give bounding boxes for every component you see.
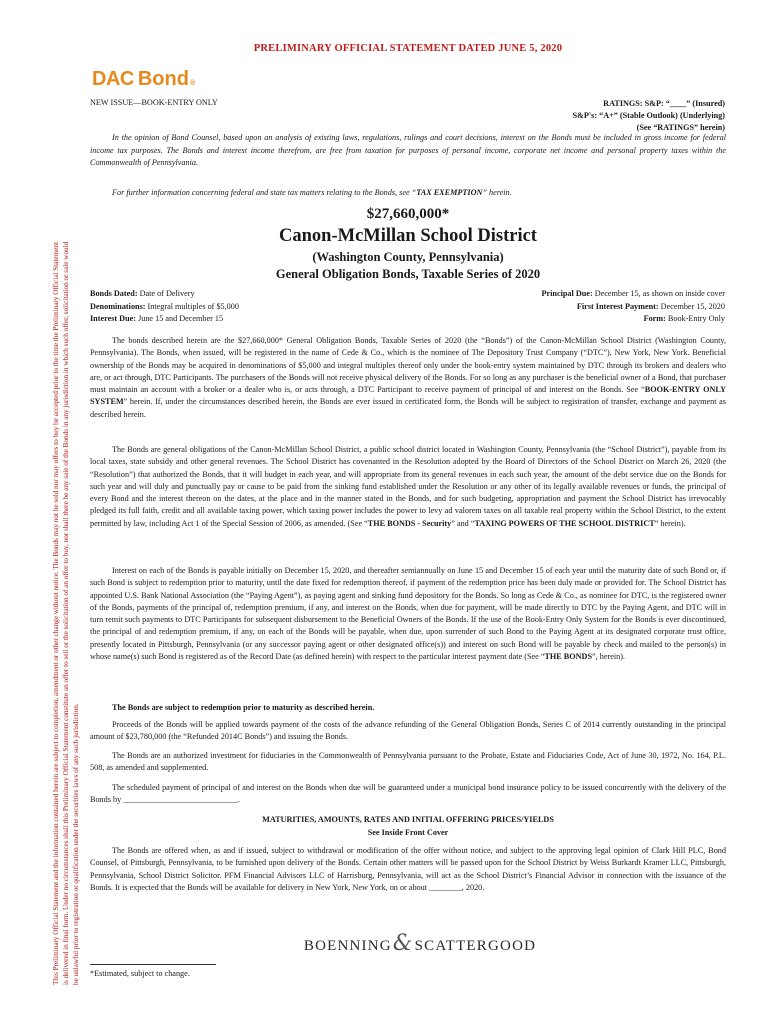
detail-label: Interest Due: — [90, 314, 137, 323]
detail-value: Integral multiples of $5,000 — [147, 301, 239, 311]
cross-reference: BOOK-ENTRY ONLY SYSTEM — [90, 385, 726, 407]
paragraph-security — [90, 444, 726, 530]
logo-bond: Bond — [137, 68, 189, 90]
maturities-subheading: See Inside Front Cover — [367, 828, 449, 837]
cross-reference: THE BONDS — [544, 652, 593, 662]
detail-row — [542, 288, 726, 301]
footnote-divider — [90, 964, 216, 965]
bond-details-right — [542, 288, 726, 326]
detail-row — [90, 313, 239, 326]
paragraph-authorized-investment: The Bonds are an authorized investment for fiduciaries in the Commonwealth of Pennsylvania pursuant to the Probate, Estate and Fiduciaries Code, Act of June 30, 1972, No. 164, P.L. 508, as amended and supplemented. — [90, 751, 726, 773]
detail-label: Denominations: — [90, 301, 146, 311]
rating-underlying: S&P's: “A+” (Stable Outlook) (Underlying) — [572, 111, 725, 120]
text-run: ”, herein). — [592, 652, 625, 662]
detail-row — [90, 288, 239, 301]
dac-bond-logo — [92, 68, 195, 91]
tax-further-info — [90, 187, 726, 200]
detail-label: First Interest Payment: — [576, 301, 659, 311]
paragraph-interest-payment — [90, 565, 726, 663]
text-run: ” and “ — [451, 518, 475, 528]
detail-label: Bonds Dated: — [90, 289, 138, 298]
detail-value: Book-Entry Only — [667, 314, 725, 323]
ratings-block — [572, 98, 725, 134]
issuer-name: Canon-McMillan School District — [279, 226, 537, 246]
new-issue-label: NEW ISSUE—BOOK-ENTRY ONLY — [90, 98, 218, 107]
paragraph-insurance: The scheduled payment of principal of and interest on the Bonds when due will be guaranteed under a municipal bond insurance policy to be issued concurrently with the delivery of the Bonds by ____________________________. — [90, 783, 726, 805]
cross-reference: THE BONDS - Security — [367, 518, 452, 528]
detail-row — [542, 313, 726, 326]
cross-reference: TAXING POWERS OF THE SCHOOL DISTRICT — [474, 518, 655, 528]
text-run: ” herein. If, under the circumstances described herein, the Bonds are ever issued in certificated form, the Bonds will be subject to registration of transfer, exchange and payment as described herein. — [90, 397, 726, 419]
paragraph-offering: The Bonds are offered when, as and if issued, subject to withdrawal or modification of the offer without notice, and subject to the approving legal opinion of Clark Hill PLC, Bond Counsel, of Pittsburgh, Pennsylvania, to be furnished upon delivery of the Bonds. Certain other matters will be passed upon for the School District by Weiss Burkardt Kramer LLC, Pittsburgh, Pennsylvania, School District Solicitor. PFM Financial Advisors LLC of Harrisburg, Pennsylvania, will act as the School District’s Financial Advisor in connection with the issuance of the Bonds. It is expected that the Bonds will be available for delivery in New York, New York, on or about ________, 2020. — [90, 846, 726, 892]
footnote: *Estimated, subject to change. — [90, 969, 190, 978]
detail-label: Form: — [643, 314, 666, 323]
underwriter-name-1: BOENNING — [303, 938, 392, 954]
disclaimer-legend-line-3: be unlawful prior to registration or qualification under the securities laws of any such jurisdiction. — [72, 703, 80, 985]
tax-exemption-ref: TAX EXEMPTION — [416, 188, 483, 197]
disclaimer-legend-line-2: is delivered in final form. Under no circumstances shall this Preliminary Official Statement constitute an offer to sell or the solicitation of an offer to buy, nor shall there be any sale of the Bonds in any jurisdiction in which such offer, solicitation or sale would — [62, 241, 70, 985]
bond-details-left — [90, 288, 239, 326]
underwriter-logo — [270, 931, 570, 956]
text-run: Interest on each of the Bonds is payable initially on December 15, 2020, and thereafter semiannually on June 15 and December 15 of each year until the maturity date of such Bond or, if such Bond is subject to redemption prior to maturity, until the date fixed for redemption thereof, if payment of the redemption price has been duly made or provided for. The School District has appointed U.S. Bank National Association (the “Paying Agent”), as paying agent and sinking fund depository for the Bonds. So long as Cede & Co., as nominee for DTC, is the registered owner of the Bonds, payments of the principal of, redemption premium, if any, and interest on the Bonds, when due for payment, will be made directly to DTC by the Paying Agent, and DTC will in turn remit such payments to DTC Participants for subsequent disbursement to the Beneficial Owners of the Bonds. If the use of the Book-Entry Only System for the Bonds is ever discontinued, the principal of and redemption premium, if any, on each of the Bonds will be payable, when due, upon surrender of such Bond to the Paying Agent at its designated corporate trust office, presently located in Pittsburgh, Pennsylvania (or any successor paying agent or other designated office(s)) and interest on such Bond will be payable by check and mailed to the person(s) in whose name(s) such Bond is registered as of the Record Date (as defined herein) with respect to the particular interest payment date (See “ — [90, 566, 726, 662]
bond-amount: $27,660,000* — [366, 206, 450, 222]
detail-value: December 15, 2020 — [660, 301, 725, 311]
preliminary-statement-title: PRELIMINARY OFFICIAL STATEMENT DATED JUNE 5, 2020 — [253, 43, 563, 54]
text-run: The Bonds are general obligations of the Canon-McMillan School District, a public school district located in Washington County, Pennsylvania (the “School District”), payable from its local taxes, state subsidy and other general revenues. The School District has covenanted in the Resolution adopted by the Board of Directors of the School District on March 26, 2020 (the “Resolution”) that authorized the Bonds, that it will budget in each year, and will appropriate from its general revenues in each such year, the amount of the debt service due on the Bonds for such year and will duly and punctually pay or cause to be paid from the sinking fund established under the Resolution or any other of its legally available revenues or funds, the principal of every Bond and the interest thereon on the dates, at the place and in the manner stated in the Bonds, and for such budgeting, appropriation and payment the School District has irrevocably pledged its full faith, credit and all available taxing power, which taxing power includes the power to levy ad valorem taxes on all taxable real property within the School District, to the extent permitted by law, including Act 1 of the Special Session of 2006, as amended. (See “ — [90, 445, 726, 528]
detail-label: Principal Due: — [541, 289, 593, 298]
disclaimer-legend-line-1: This Preliminary Official Statement and the information contained herein are subject to completion, amendment or other change without notice. The Bonds may not be sold nor may offers to buy be accepted prior to the time the Preliminary Official Statement — [52, 242, 60, 985]
paragraph-proceeds: Proceeds of the Bonds will be applied towards payment of the costs of the advance refunding of the General Obligation Bonds, Series C of 2014 currently outstanding in the principal amount of $23,780,000 (the “Refunded 2014C Bonds”) and issuing the Bonds. — [90, 720, 726, 742]
underwriter-ampersand: & — [392, 931, 414, 956]
bond-series: General Obligation Bonds, Taxable Series of 2020 — [275, 267, 541, 281]
underwriter-name-2: SCATTERGOOD — [414, 938, 537, 954]
logo-dac: DAC — [92, 68, 134, 90]
rating-see-herein: (See “RATINGS” herein) — [636, 123, 725, 132]
detail-value: June 15 and December 15 — [138, 314, 224, 323]
issuer-county: (Washington County, Pennsylvania) — [312, 250, 504, 264]
tax-further-pre: For further information concerning federal and state tax matters relating to the Bonds, see “ — [112, 188, 417, 197]
rating-insured: RATINGS: S&P: “____” (Insured) — [603, 99, 725, 108]
text-run: The bonds described herein are the $27,660,000* General Obligation Bonds, Taxable Series of 2020 (the “Bonds”) of the Canon-McMillan School District (Washington County, Pennsylvania). The Bonds, when issued, will be registered in the name of Cede & Co., which is the nominee of The Depository Trust Company (“DTC”), New York, New York. Beneficial ownership of the Bonds may be acquired in denominations of $5,000 and integral multiples thereof only under the book-entry system maintained by DTC through its brokers and dealers who are, or act through, DTC Participants. The purchasers of the Bonds will not receive physical delivery of the Bonds. For so long as any purchaser is the beneficial owner of a Bond, that purchaser must maintain an account with a broker or a dealer who is, or acts through, a DTC Participant to receive payment of principal of and interest on the Bonds. See “ — [90, 336, 726, 395]
paragraph-bond-description — [90, 335, 726, 421]
detail-row — [90, 301, 239, 314]
logo-registered-mark: ® — [189, 80, 196, 87]
tax-further-post: ” herein. — [482, 188, 512, 197]
text-run: ” herein). — [654, 518, 686, 528]
detail-row — [542, 301, 726, 314]
maturities-heading: MATURITIES, AMOUNTS, RATES AND INITIAL OFFERING PRICES/YIELDS — [262, 815, 554, 824]
detail-value: December 15, as shown on inside cover — [594, 289, 725, 298]
paragraph-redemption: The Bonds are subject to redemption prior to maturity as described herein. — [112, 703, 375, 712]
detail-value: Date of Delivery — [139, 289, 195, 298]
tax-opinion-paragraph: In the opinion of Bond Counsel, based upon an analysis of existing laws, regulations, rulings and court decisions, interest on the Bonds must be included in gross income for federal income tax purposes. The Bonds and interest income therefrom, are free from taxation for purposes of personal income, corporate net income and personal property taxes within the Commonwealth of Pennsylvania. — [90, 133, 726, 167]
